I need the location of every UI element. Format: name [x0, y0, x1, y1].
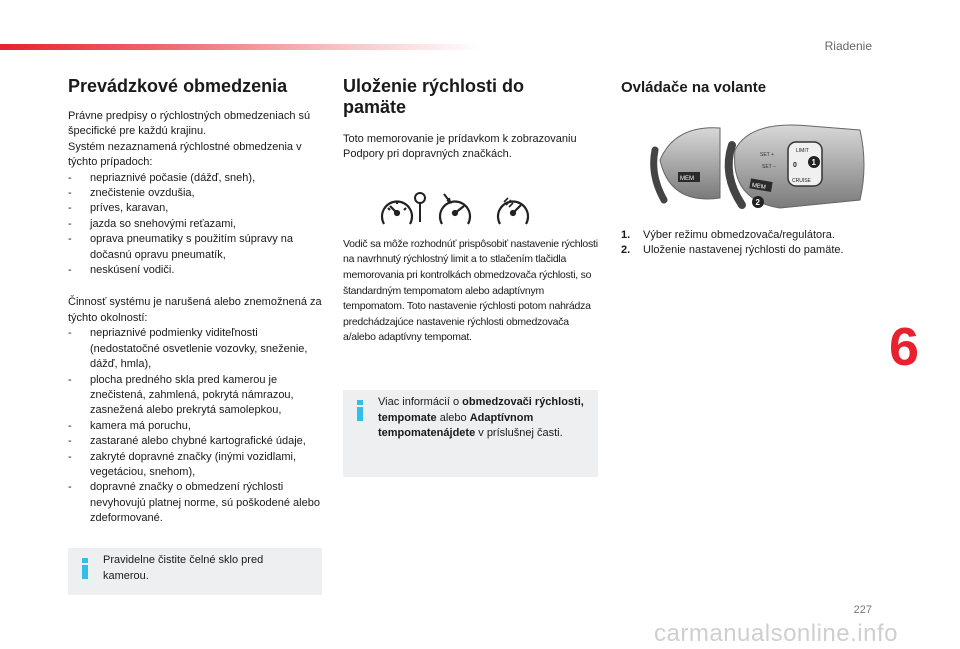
svg-text:SET –: SET – [762, 164, 776, 170]
heading-operating-limits: Prevádzkové obmedzenia [68, 76, 288, 96]
info-text: Pravidelne čistite čelné sklo pred kamerou. [103, 554, 264, 582]
paragraph-intro: Toto memorovanie je prídavkom k zobrazovaniu Podpory pri dopravných značkách. [343, 133, 577, 161]
numbered-list-controls [621, 228, 871, 259]
list-item: - nepriaznivé podmienky viditeľnosti (nedostatočné osvetlenie vozovky, sneženie, dážď, hmla), [68, 326, 324, 372]
list-item: - zastarané alebo chybné kartografické údaje, [68, 434, 324, 449]
list-item: 2. Uloženie nastavenej rýchlosti do pamäte. [621, 244, 844, 257]
svg-text:LIMIT: LIMIT [796, 148, 809, 154]
watermark: carmanualsonline.info [654, 620, 898, 647]
list-item: - kamera má poruchu, [68, 419, 324, 434]
speed-gauge-icons [380, 190, 540, 230]
gauge-icon-adaptive [498, 198, 528, 224]
info-icon [357, 400, 364, 420]
heading-speed-memory: Uloženie rýchlosti do pamäte [343, 76, 525, 117]
svg-text:MEM: MEM [751, 182, 767, 191]
paragraph-no-detection: Systém nezaznamená rýchlostné obmedzenia v týchto prípadoch: [68, 140, 302, 169]
info-text: Viac informácií o obmedzovači rýchlosti, tempomate alebo Adaptívnom tempomatenájdete v príslušnej časti. [378, 396, 584, 440]
svg-text:SET +: SET + [760, 152, 774, 158]
list-item: 1. Výber režimu obmedzovača/regulátora. [621, 229, 835, 241]
callout-2: 2 [755, 198, 760, 207]
info-box-more-info [343, 390, 598, 477]
list-item: - oprava pneumatiky s použitím súpravy na dočasnú opravu pneumatík, [68, 232, 324, 263]
header-accent-bar [0, 44, 480, 50]
heading-steering-controls: Ovládače na volante [621, 79, 767, 96]
list-item: - zakryté dopravné značky (inými vozidlami, vegetáciou, snehom), [68, 450, 324, 481]
info-box-clean-windscreen [68, 548, 322, 595]
svg-text:CRUISE: CRUISE [792, 178, 811, 184]
list-item: - príves, karavan, [68, 201, 324, 216]
steering-control-illustration [650, 120, 870, 215]
paragraph-body: Vodič sa môže rozhodnúť prispôsobiť nastavenie rýchlosti na navrhnutý rýchlostný limit a to stlačením tlačidla memorovania pri kontrolkách obmedzovača rýchlosti, so štandardným tempomatom alebo adaptívnym tempomatom. Toto nastavenie rýchlosti potom nahrádza predchádzajúce nastavenie rýchlosti obmedzovača a/alebo adaptívny tempomat. [343, 237, 598, 344]
list-no-detection [68, 171, 324, 279]
list-item: - jazda so snehovými reťazami, [68, 217, 324, 232]
list-item: - plocha predného skla pred kamerou je znečistená, zahmlená, pokrytá námrazou, zasnežená alebo prekrytá samolepkou, [68, 373, 324, 419]
chapter-number: 6 [889, 317, 920, 377]
list-item: - znečistenie ovzdušia, [68, 186, 324, 201]
page-number: 227 [853, 604, 872, 616]
section-title: Riadenie [824, 39, 872, 53]
column-steering-controls [621, 76, 871, 97]
info-icon [82, 558, 89, 578]
svg-text:0: 0 [793, 162, 797, 169]
svg-text:MEM: MEM [680, 176, 694, 182]
list-item: - nepriaznivé počasie (dážď, sneh), [68, 171, 324, 186]
callout-1: 1 [811, 158, 816, 167]
list-item: - neskúsení vodiči. [68, 263, 324, 278]
paragraph-disrupted: Činnosť systému je narušená alebo znemožnená za týchto okolností: [68, 296, 322, 324]
paragraph-legal: Právne predpisy o rýchlostných obmedzeniach sú špecifické pre každú krajinu. [68, 110, 311, 138]
gauge-icon-limiter [382, 193, 425, 224]
list-item: - dopravné značky o obmedzení rýchlosti nevyhovujú platnej norme, sú poškodené alebo zdeformované. [68, 480, 324, 526]
gauge-icon-cruise [440, 194, 470, 224]
column-operating-limits [68, 76, 324, 527]
list-disrupted [68, 326, 324, 526]
